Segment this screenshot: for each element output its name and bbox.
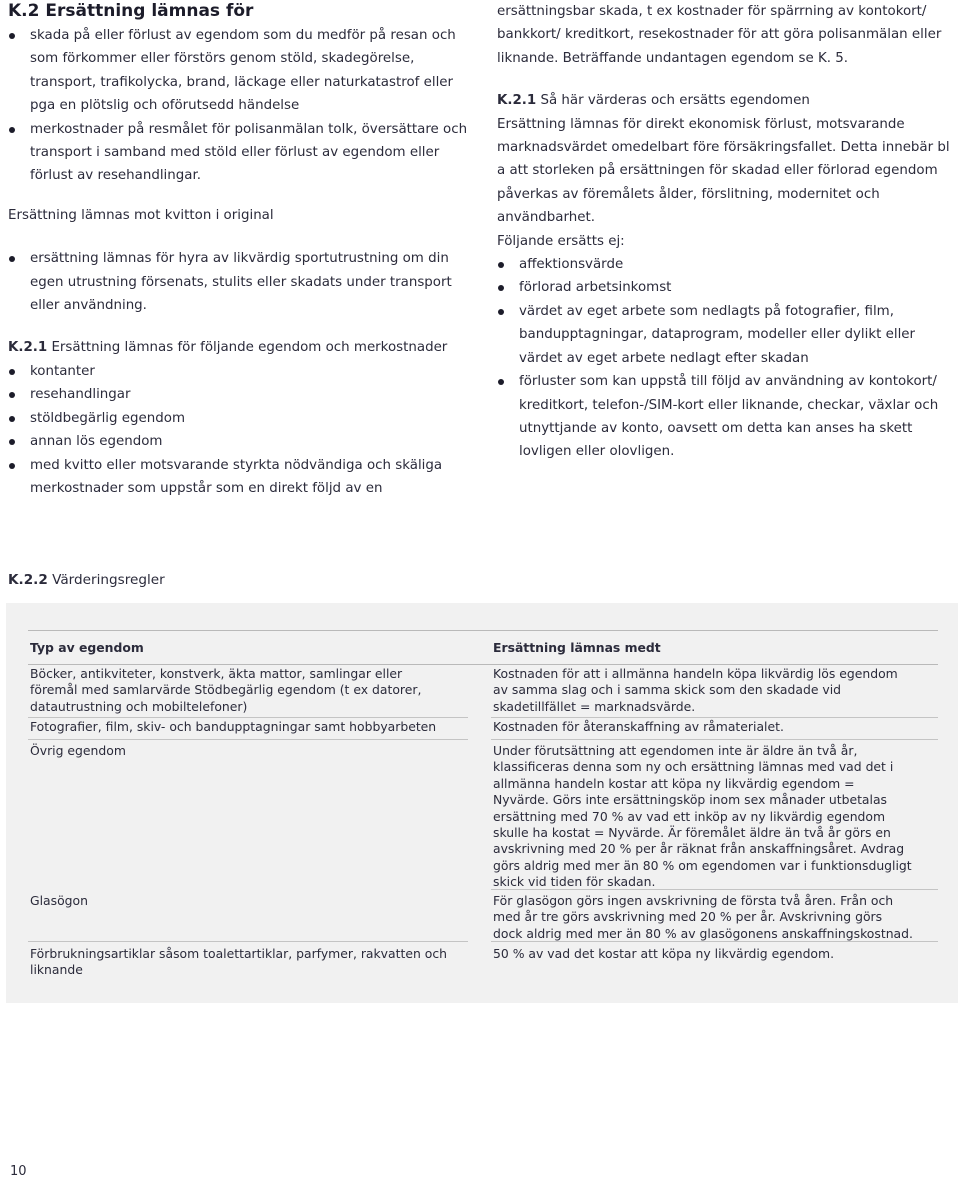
table-cell-rule: För glasögon görs ingen avskrivning de första två åren. Från och med år tre görs avskrivning med 20 % per år. Avskrivning görs dock aldrig med mer än 80 % av glasögonens anskaffningskostnad.: [493, 893, 913, 941]
row-divider: [28, 717, 468, 718]
row-divider: [28, 739, 468, 740]
receipt-note: Ersättning lämnas mot kvitton i original: [8, 207, 274, 223]
list-item: resehandlingar: [8, 383, 478, 406]
row-divider: [491, 717, 938, 718]
table-cell-type: Fotografier, film, skiv- och bandupptagningar samt hobbyarbeten: [30, 719, 437, 734]
valuation-paragraph: Ersättning lämnas för direkt ekonomisk förlust, motsvarande marknadsvärdet omedelbart före försäkringsfallet. Detta innebär bl a att storleken på ersättningen för skadad eller förlorad egendom påverkas av föremålets ålder, förslitning, modernitet och användbarhet.: [497, 116, 950, 226]
list-item: med kvitto eller motsvarande styrkta nödvändiga och skäliga merkostnader som uppstår som en direkt följd av en: [8, 454, 478, 501]
table-cell-type: Glasögon: [30, 893, 88, 908]
table-cell-rule: Under förutsättning att egendomen inte är äldre än två år, klassificeras denna som ny och ersättning lämnas med vad det i allmänna handeln kostar att köpa ny likvärdig egendom = Nyvärde. Görs inte ersättningsköp inom sex månader utbetalas ersättning med 70 % av vad ett inköp av ny likvärdig egendom skulle ha kostat = Nyvärde. Är föremålet äldre än två år görs en avskrivning med 20 % per år räknat från anskaffningsåret. Avdrag görs aldrig med mer än 80 % om egendomen var i funktionsdugligt skick vid tiden för skadan.: [493, 743, 912, 890]
subsection-title: Ersättning lämnas för följande egendom och merkostnader: [47, 340, 448, 356]
row-divider: [28, 941, 468, 942]
table-cell-rule: Kostnaden för återanskaffning av råmaterialet.: [493, 719, 784, 734]
list-item: merkostnader på resmålet för polisanmälan tolk, översättare och transport i samband med stöld eller förlust av egendom eller förlust av resehandlingar.: [8, 118, 478, 188]
continuation-text: ersättningsbar skada, t ex kostnader för spärrning av kontokort/ bankkort/ kreditkort, resekostnader för att göra polisanmälan eller liknande. Beträffande undantagen egendom se K. 5.: [497, 4, 942, 66]
row-divider: [491, 739, 938, 740]
list-item: kontanter: [8, 360, 478, 383]
list-item: värdet av eget arbete som nedlagts på fotografier, film, bandupptagningar, dataprogram, modeller eller dylikt eller värdet av eget arbete nedlagt efter skadan: [497, 300, 955, 370]
row-divider: [491, 889, 938, 890]
table-cell-type: Böcker, antikviteter, konstverk, äkta mattor, samlingar eller föremål med samlarvärde Stödbegärlig egendom (t ex datorer, datautrustning och mobiltelefoner): [30, 666, 422, 714]
table-cell-type: Förbrukningsartiklar såsom toalettartiklar, parfymer, rakvatten och liknande: [30, 946, 447, 978]
section-title-text: Värderingsregler: [47, 572, 165, 588]
list-item: förluster som kan uppstå till följd av användning av kontokort/ kreditkort, telefon-/SIM-kort eller liknande, checkar, växlar och utnyttjande av konto, oavsett om detta kan anses ha skett lovligen eller olovligen.: [497, 370, 955, 464]
coverage-list: [8, 24, 478, 188]
list-item: förlorad arbetsinkomst: [497, 276, 955, 299]
table-cell-rule: Kostnaden för att i allmänna handeln köpa likvärdig lös egendom av samma slag och i samma skick som den skadade vid skadetillfället = marknadsvärde.: [493, 666, 898, 714]
exclusions-intro: Följande ersätts ej:: [497, 233, 625, 249]
column-header-compensation: Ersättning lämnas medt: [493, 640, 661, 655]
subsection-heading: [8, 336, 478, 359]
list-item: ersättning lämnas för hyra av likvärdig sportutrustning om din egen utrustning försenats, stulits eller skadats under transport eller användning.: [8, 247, 478, 317]
page-number: 10: [10, 1164, 27, 1179]
section-number: K.2.2: [8, 572, 48, 588]
valuation-rules-title: [8, 570, 165, 590]
subsection-number: K.2.1: [497, 93, 537, 109]
list-item: affektionsvärde: [497, 253, 955, 276]
right-column: [497, 0, 955, 464]
subsection-number: K.2.1: [8, 340, 48, 356]
table-cell-rule: 50 % av vad det kostar att köpa ny likvärdig egendom.: [493, 946, 835, 961]
valuation-table: [6, 603, 958, 1003]
subsection-title: Så här värderas och ersätts egendomen: [536, 93, 810, 109]
list-item: skada på eller förlust av egendom som du medför på resan och som förkommer eller förstörs genom stöld, skadegörelse, transport, trafikolycka, brand, läckage eller naturkatastrof eller pga en plötslig och oförutsedd händelse: [8, 24, 478, 118]
row-divider: [491, 941, 938, 942]
property-list: [8, 360, 478, 500]
list-item: stöldbegärlig egendom: [8, 407, 478, 430]
section-heading: K.2 Ersättning lämnas för: [8, 1, 254, 21]
column-header-type: Typ av egendom: [30, 640, 144, 655]
list-item: annan lös egendom: [8, 430, 478, 453]
table-header-row: [28, 630, 938, 665]
subsection-heading: [497, 89, 955, 112]
left-column: [8, 0, 478, 500]
equipment-list: [8, 247, 478, 317]
table-cell-type: Övrig egendom: [30, 743, 126, 758]
exclusions-list: [497, 253, 955, 464]
